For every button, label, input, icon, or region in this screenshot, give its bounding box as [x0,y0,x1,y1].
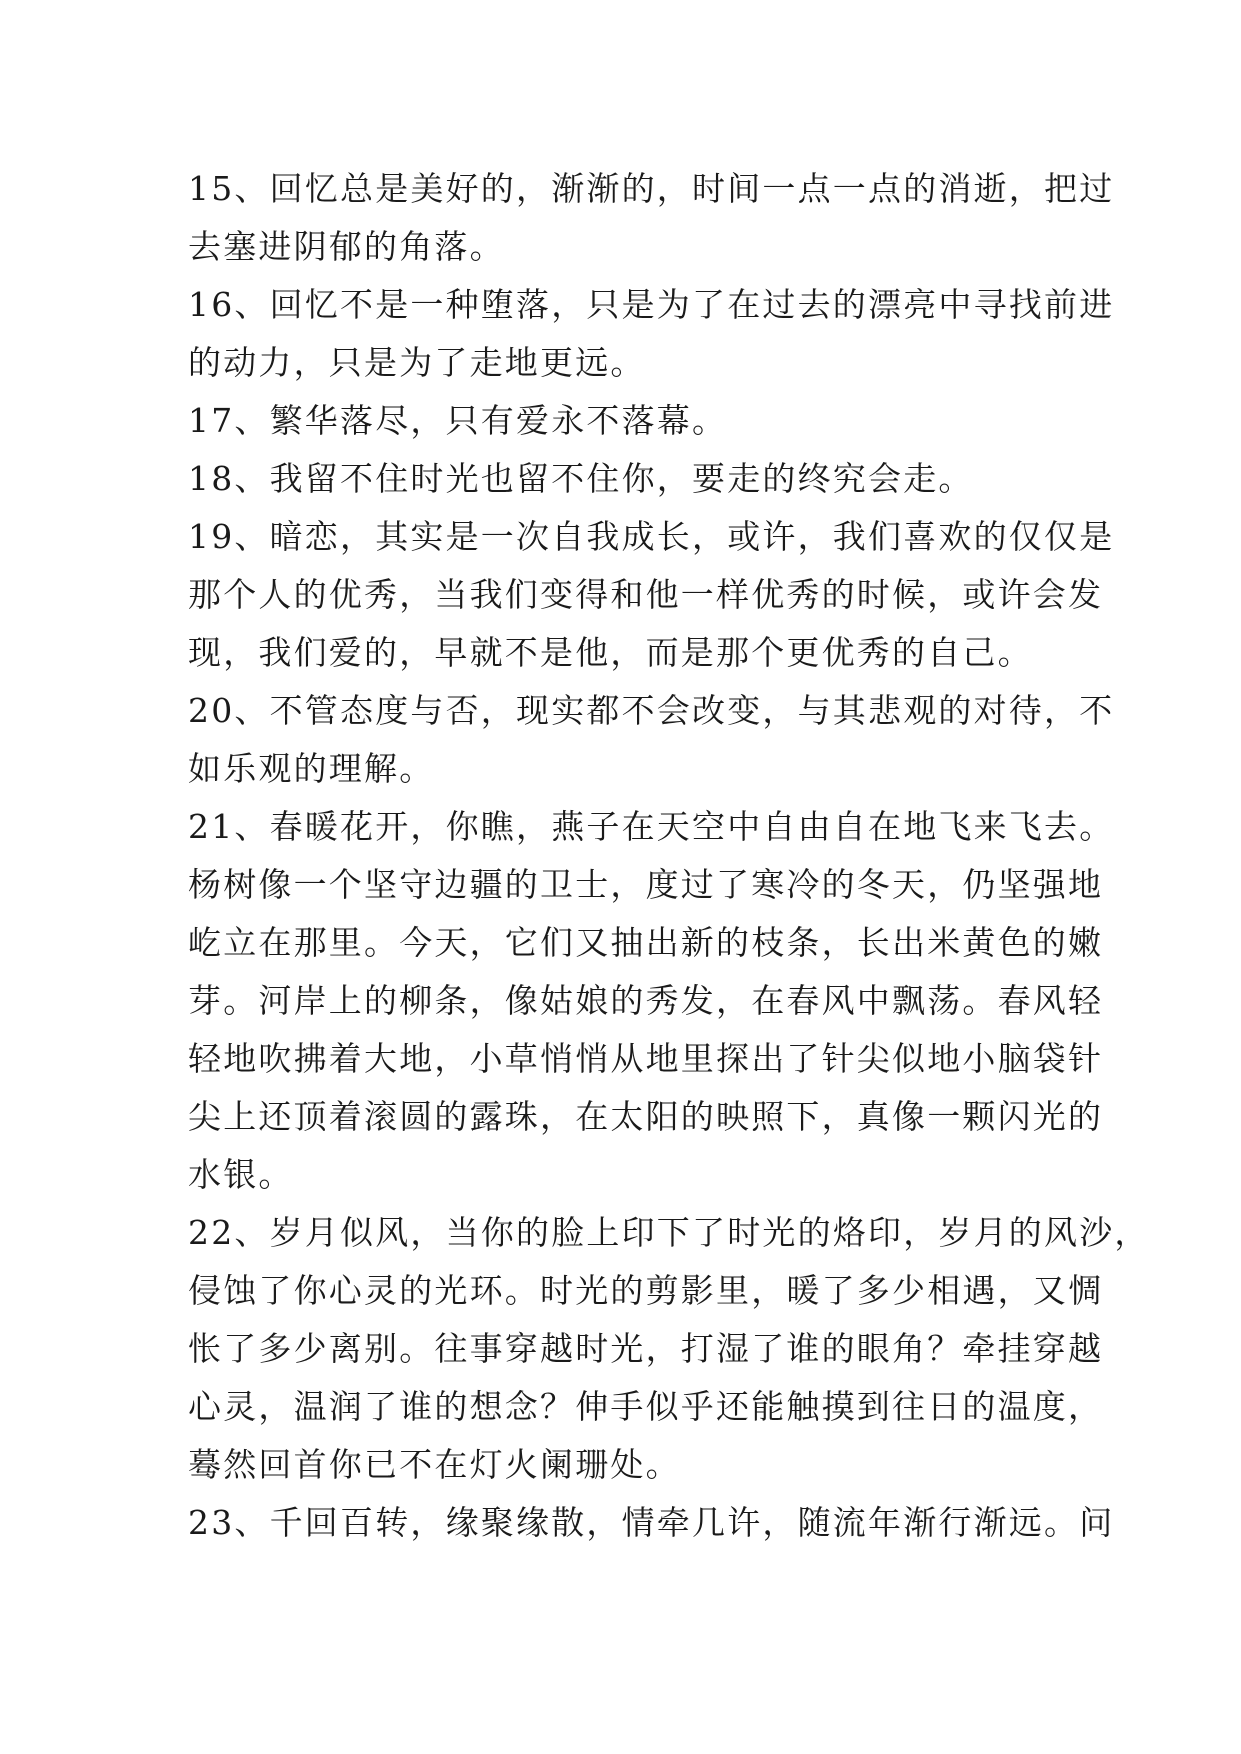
text-line: 屹立在那里。今天，它们又抽出新的枝条，长出米黄色的嫩 [188,923,1104,962]
text-line: 心灵，温润了谁的想念？伸手似乎还能触摸到往日的温度， [188,1387,1104,1426]
text-line: 19、暗恋，其实是一次自我成长，或许，我们喜欢的仅仅是 [188,517,1115,556]
text-line: 18、我留不住时光也留不住你，要走的终究会走。 [188,459,974,498]
text-line: 现，我们爱的，早就不是他，而是那个更优秀的自己。 [188,633,1033,672]
text-line: 16、回忆不是一种堕落，只是为了在过去的漂亮中寻找前进 [188,285,1115,324]
text-line: 20、不管态度与否，现实都不会改变，与其悲观的对待，不 [188,691,1115,730]
text-line: 芽。河岸上的柳条，像姑娘的秀发，在春风中飘荡。春风轻 [188,981,1104,1020]
text-line: 水银。 [188,1155,294,1194]
text-line: 侵蚀了你心灵的光环。时光的剪影里，暖了多少相遇，又惆 [188,1271,1104,1310]
document-body [188,160,1150,1552]
text-line: 15、回忆总是美好的，渐渐的，时间一点一点的消逝，把过 [188,169,1115,208]
text-line: 怅了多少离别。往事穿越时光，打湿了谁的眼角？牵挂穿越 [188,1329,1104,1368]
text-line: 蓦然回首你已不在灯火阑珊处。 [188,1445,681,1484]
text-line: 22、岁月似风，当你的脸上印下了时光的烙印，岁月的风沙， [188,1213,1150,1252]
text-line: 的动力，只是为了走地更远。 [188,343,646,382]
text-line: 如乐观的理解。 [188,749,435,788]
text-line: 17、繁华落尽，只有爱永不落幕。 [188,401,728,440]
text-line: 去塞进阴郁的角落。 [188,227,505,266]
text-line: 23、千回百转，缘聚缘散，情牵几许，随流年渐行渐远。问 [188,1503,1115,1542]
text-line: 那个人的优秀，当我们变得和他一样优秀的时候，或许会发 [188,575,1104,614]
text-line: 尖上还顶着滚圆的露珠，在太阳的映照下，真像一颗闪光的 [188,1097,1104,1136]
text-line: 杨树像一个坚守边疆的卫士，度过了寒冷的冬天，仍坚强地 [188,865,1104,904]
text-line: 轻地吹拂着大地，小草悄悄从地里探出了针尖似地小脑袋针 [188,1039,1104,1078]
text-line: 21、春暖花开，你瞧，燕子在天空中自由自在地飞来飞去。 [188,807,1115,846]
